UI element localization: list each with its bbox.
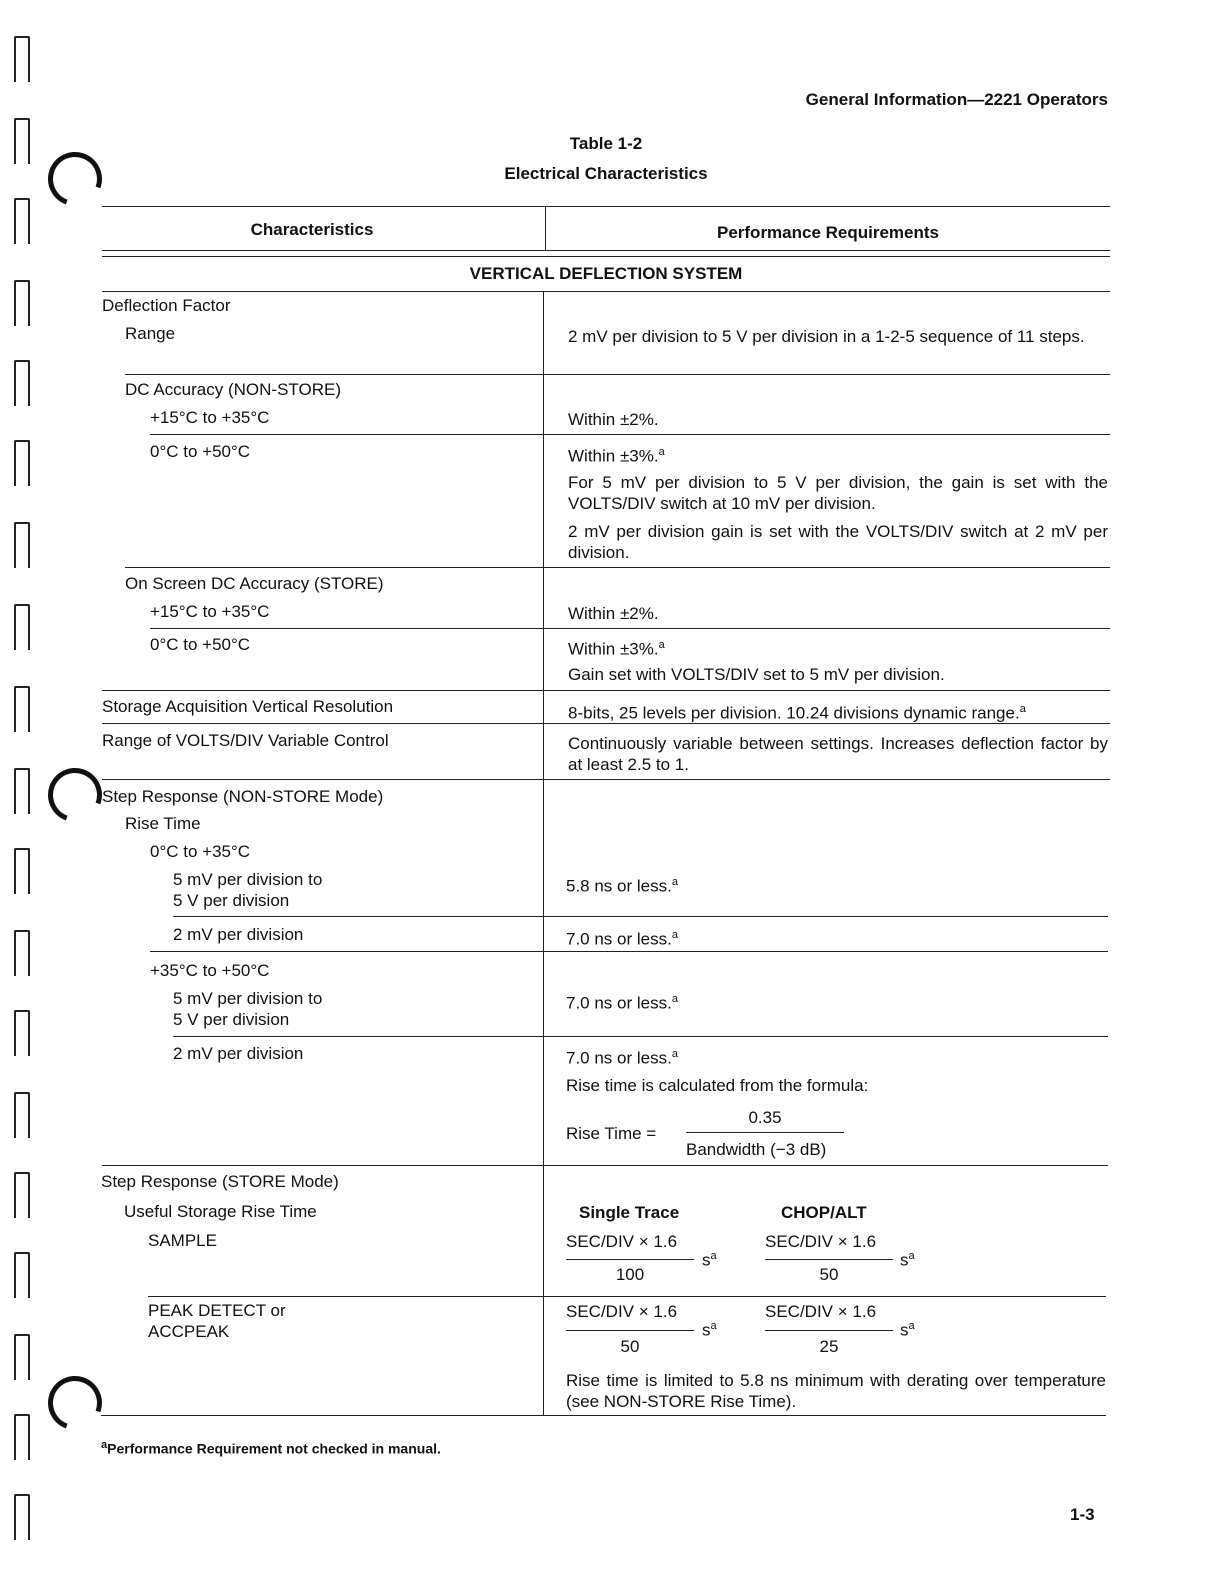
row-label: 5 mV per division to (173, 870, 323, 889)
binder-hole (14, 1172, 30, 1218)
header-rule (102, 256, 1110, 257)
binder-hole (14, 360, 30, 406)
row-label: 5 mV per division to (173, 989, 323, 1008)
row-value: Rise time is calculated from the formula: (566, 1076, 869, 1095)
row-label: +15°C to +35°C (150, 408, 270, 427)
frac-denominator: 100 (615, 1265, 645, 1284)
row-rule (148, 1296, 1106, 1297)
frac-numerator: SEC/DIV × 1.6 (566, 1302, 678, 1321)
binder-hole (14, 604, 30, 650)
row-label: 0°C to +50°C (150, 442, 251, 461)
frac-bar (566, 1259, 694, 1260)
row-label: 5 V per division (173, 891, 290, 910)
frac-bar (765, 1330, 893, 1331)
row-rule (102, 690, 1110, 691)
frac-unit: $s^a$ (900, 1250, 915, 1270)
row-label: DC Accuracy (NON-STORE) (125, 380, 341, 399)
binder-hole (14, 36, 30, 82)
row-value: Within ±3%.$^a$ (568, 446, 665, 466)
row-label: Useful Storage Rise Time (124, 1202, 317, 1221)
row-rule (173, 1036, 1108, 1037)
formula-denominator: Bandwidth (−3 dB) (686, 1140, 827, 1159)
row-label: 0°C to +35°C (150, 842, 251, 861)
binder-hole (14, 1494, 30, 1540)
binder-hole (14, 686, 30, 732)
row-label: Range (125, 324, 176, 343)
row-label: PEAK DETECT or (148, 1301, 286, 1320)
section-title: VERTICAL DEFLECTION SYSTEM (469, 264, 743, 283)
row-value: 5.8 ns or less.$^a$ (566, 876, 678, 896)
row-value: Within ±2%. (568, 410, 659, 429)
col-characteristics: Characteristics (250, 220, 374, 239)
binder-hole (14, 440, 30, 486)
col-chop-alt: CHOP/ALT (781, 1203, 867, 1222)
binder-hole (14, 280, 30, 326)
row-rule (102, 779, 1110, 780)
row-rule (150, 434, 1110, 435)
binder-hole (14, 1010, 30, 1056)
row-label: 5 V per division (173, 1010, 290, 1029)
binder-hole (14, 930, 30, 976)
row-rule (125, 374, 1110, 375)
formula-numerator: 0.35 (748, 1108, 782, 1127)
row-label: Deflection Factor (102, 296, 231, 315)
binder-hole (14, 848, 30, 894)
binder-ring (39, 759, 111, 831)
binder-hole (14, 1092, 30, 1138)
row-label: 2 mV per division (173, 1044, 304, 1063)
row-rule (125, 567, 1110, 568)
row-rule (150, 951, 1108, 952)
formula-bar (686, 1132, 844, 1133)
row-value: For 5 mV per division to 5 V per division, the gain is set with the VOLTS/DIV switch at 10 mV per division. (568, 473, 1108, 513)
column-divider (545, 206, 546, 250)
row-value: Within ±2%. (568, 604, 659, 623)
frac-numerator: SEC/DIV × 1.6 (566, 1232, 678, 1251)
frac-unit: $s^a$ (702, 1250, 717, 1270)
table-title: Electrical Characteristics (504, 164, 708, 183)
frac-bar (566, 1330, 694, 1331)
col-single-trace: Single Trace (579, 1203, 680, 1222)
frac-numerator: SEC/DIV × 1.6 (765, 1302, 877, 1321)
row-label: Range of VOLTS/DIV Variable Control (102, 731, 389, 750)
row-value: 7.0 ns or less.$^a$ (566, 1048, 678, 1068)
frac-denominator: 25 (819, 1337, 839, 1356)
row-value: 2 mV per division to 5 V per division in a 1-2-5 sequence of 11 steps. (568, 327, 1085, 346)
row-value: 2 mV per division gain is set with the VOLTS/DIV switch at 2 mV per division. (568, 522, 1108, 562)
row-rule (102, 1165, 1108, 1166)
section-rule (102, 291, 1110, 292)
row-label: On Screen DC Accuracy (STORE) (125, 574, 384, 593)
table-bottom-rule (101, 1415, 1106, 1416)
row-label: Storage Acquisition Vertical Resolution (102, 697, 394, 716)
header-rule (102, 250, 1110, 251)
row-label: SAMPLE (148, 1231, 217, 1250)
row-label: 2 mV per division (173, 925, 304, 944)
formula-lhs: Rise Time = (566, 1124, 657, 1143)
row-value: Rise time is limited to 5.8 ns minimum with derating over temperature (see NON-STORE Rise Time). (566, 1371, 1106, 1411)
row-label: 0°C to +50°C (150, 635, 251, 654)
row-value: 7.0 ns or less.$^a$ (566, 929, 678, 949)
row-rule (173, 916, 1108, 917)
binder-hole (14, 1414, 30, 1460)
row-rule (150, 628, 1110, 629)
row-label: Step Response (STORE Mode) (101, 1172, 339, 1191)
table-number: Table 1-2 (569, 134, 643, 153)
row-value: 7.0 ns or less.$^a$ (566, 993, 678, 1013)
footnote: $^a$Performance Requirement not checked in manual. (101, 1439, 441, 1457)
frac-unit: $s^a$ (900, 1320, 915, 1340)
binder-ring (39, 1367, 111, 1439)
row-label: +35°C to +50°C (150, 961, 270, 980)
row-value: Within ±3%.$^a$ (568, 639, 665, 659)
frac-denominator: 50 (620, 1337, 640, 1356)
binder-hole (14, 768, 30, 814)
frac-denominator: 50 (819, 1265, 839, 1284)
row-label: Step Response (NON-STORE Mode) (102, 787, 384, 806)
binder-hole (14, 198, 30, 244)
row-label: ACCPEAK (148, 1322, 230, 1341)
binder-hole (14, 1334, 30, 1380)
running-header: General Information—2221 Operators (805, 90, 1108, 109)
frac-unit: $s^a$ (702, 1320, 717, 1340)
table-top-rule (102, 206, 1110, 207)
row-label: Rise Time (125, 814, 201, 833)
frac-numerator: SEC/DIV × 1.6 (765, 1232, 877, 1251)
column-divider (543, 291, 544, 1416)
binder-hole (14, 522, 30, 568)
binder-hole (14, 1252, 30, 1298)
col-performance: Performance Requirements (716, 223, 940, 242)
row-label: +15°C to +35°C (150, 602, 270, 621)
row-rule (102, 723, 1110, 724)
row-value: 8-bits, 25 levels per division. 10.24 divisions dynamic range.$^a$ (568, 703, 1026, 723)
row-value: Continuously variable between settings. Increases deflection factor by at least 2.5 to 1. (568, 734, 1108, 774)
frac-bar (765, 1259, 893, 1260)
row-value: Gain set with VOLTS/DIV set to 5 mV per division. (568, 665, 945, 684)
page-number: 1-3 (1070, 1505, 1095, 1524)
